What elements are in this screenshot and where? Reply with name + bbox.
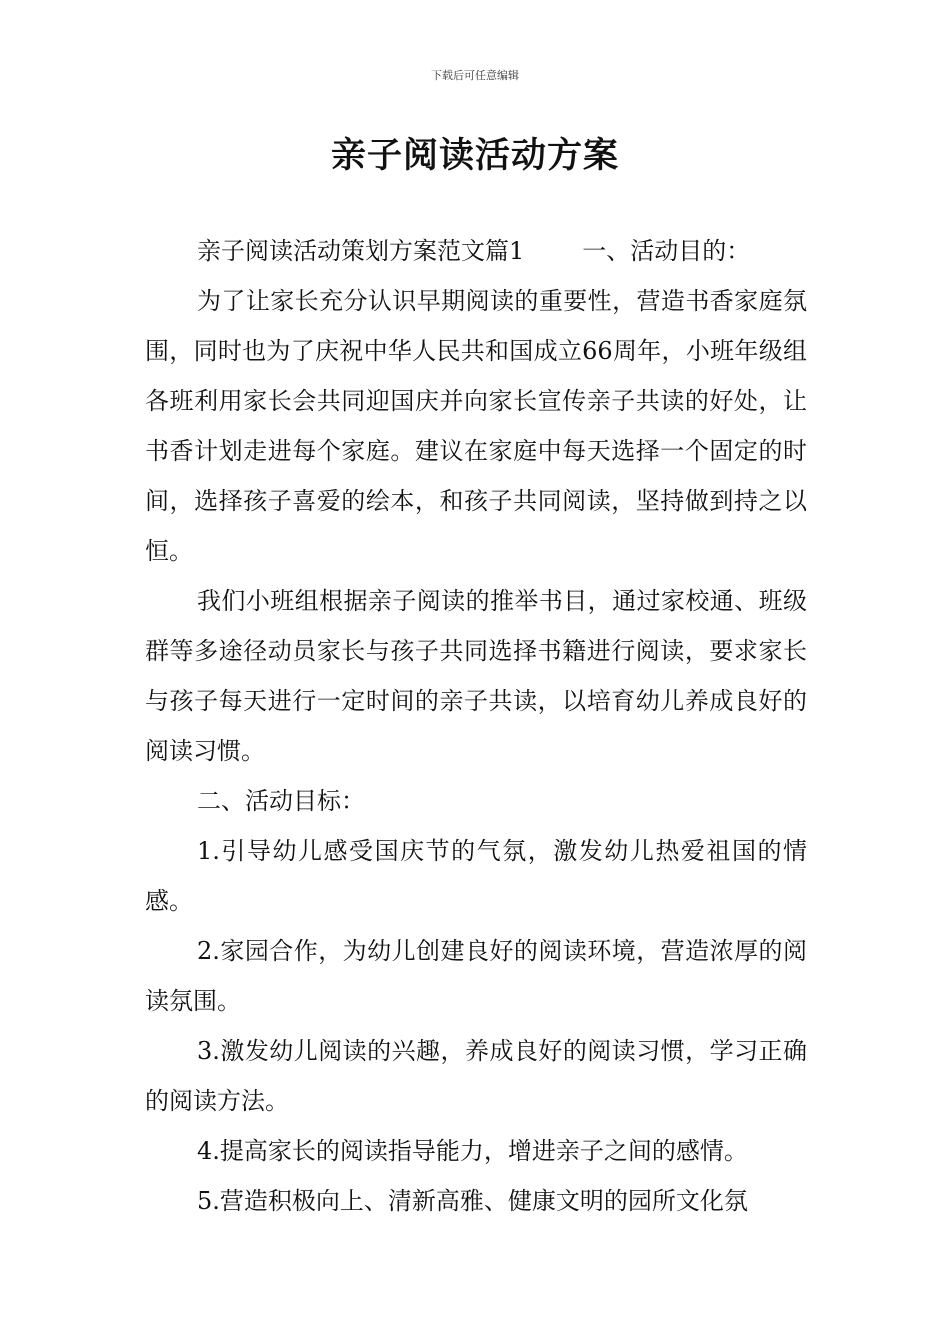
goal-item-3: 3.激发幼儿阅读的兴趣，养成良好的阅读习惯，学习正确的阅读方法。 <box>145 1037 807 1115</box>
intro-line <box>145 226 807 276</box>
goal-item-4: 4.提高家长的阅读指导能力，增进亲子之间的感情。 <box>197 1137 748 1165</box>
document-title: 亲子阅读活动方案 <box>330 136 619 176</box>
goal-item-5: 5.营造积极向上、清新高雅、健康文明的园所文化氛 <box>197 1187 748 1215</box>
paragraph-2: 我们小班组根据亲子阅读的推举书目，通过家校通、班级群等多途径动员家长与孩子共同选择书籍进行阅读，要求家长与孩子每天进行一定时间的亲子共读，以培育幼儿养成良好的阅读习惯。 <box>145 587 807 765</box>
section1-heading: 一、活动目的： <box>582 237 751 265</box>
document-body <box>145 226 807 1226</box>
header-note: 下载后可任意编辑 <box>431 69 519 82</box>
section2-heading: 二、活动目标： <box>197 787 365 815</box>
goal-item-1: 1.引导幼儿感受国庆节的气氛，激发幼儿热爱祖国的情感。 <box>145 837 807 915</box>
goal-item-2: 2.家园合作，为幼儿创建良好的阅读环境，营造浓厚的阅读氛围。 <box>145 937 807 1015</box>
paragraph-1: 为了让家长充分认识早期阅读的重要性，营造书香家庭氛围，同时也为了庆祝中华人民共和国成立66周年，小班年级组各班利用家长会共同迎国庆并向家长宣传亲子共读的好处，让书香计划走进每个家庭。建议在家庭中每天选择一个固定的时间，选择孩子喜爱的绘本，和孩子共同阅读，坚持做到持之以恒。 <box>145 287 807 565</box>
intro-heading: 亲子阅读活动策划方案范文篇1 <box>197 237 525 265</box>
